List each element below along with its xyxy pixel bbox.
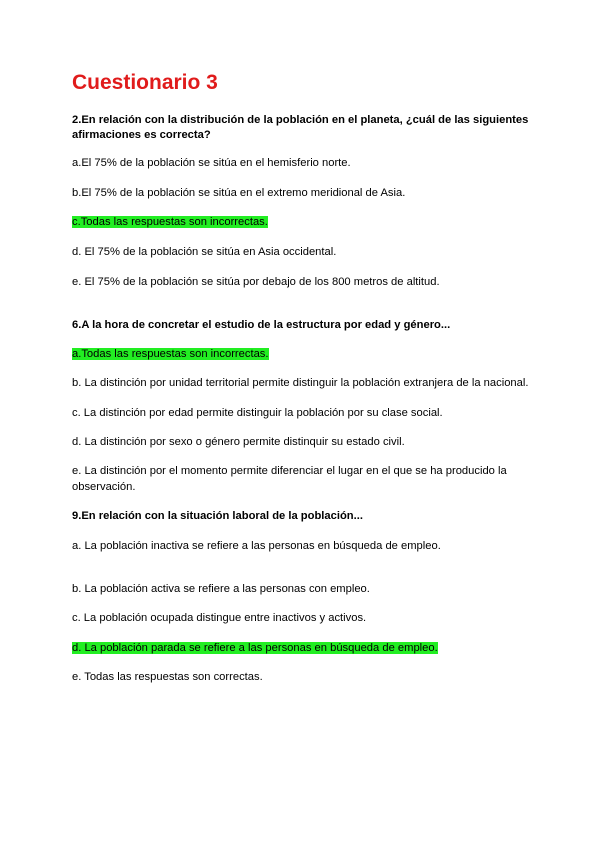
question-6-option-a: [72, 346, 542, 362]
question-6-option-d: d. La distinción por sexo o género permite distinquir su estado civil.: [72, 436, 405, 448]
answer-highlight: c.Todas las respuestas son incorrectas.: [72, 216, 268, 228]
question-9-option-d: [72, 640, 542, 656]
question-9-option-c: c. La población ocupada distingue entre inactivos y activos.: [72, 612, 367, 624]
question-6-text: 6.A la hora de concretar el estudio de la estructura por edad y género...: [72, 319, 451, 331]
question-2-option-e: e. El 75% de la población se sitúa por debajo de los 800 metros de altitud.: [72, 276, 440, 288]
question-2-option-d: d. El 75% de la población se sitúa en Asia occidental.: [72, 246, 337, 258]
question-2-option-b: b.El 75% de la población se sitúa en el extremo meridional de Asia.: [72, 187, 406, 199]
page-title: Cuestionario 3: [72, 71, 218, 94]
question-2-option-a: a.El 75% de la población se sitúa en el hemisferio norte.: [72, 157, 351, 169]
question-2-option-c: [72, 214, 542, 230]
question-2-text: 2.En relación con la distribución de la población en el planeta, ¿cuál de las siguientes afirmaciones es correcta?: [72, 114, 529, 141]
question-9-text: 9.En relación con la situación laboral de la población...: [72, 510, 363, 522]
question-6-option-b: b. La distinción por unidad territorial permite distinguir la población extranjera de la nacional.: [72, 377, 529, 389]
question-6-option-c: c. La distinción por edad permite distinguir la población por su clase social.: [72, 407, 443, 419]
question-6-option-e: e. La distinción por el momento permite diferenciar el lugar en el que se ha producido la observación.: [72, 465, 507, 493]
answer-highlight: d. La población parada se refiere a las personas en búsqueda de empleo.: [72, 642, 438, 654]
answer-highlight: a.Todas las respuestas son incorrectas.: [72, 348, 269, 360]
question-9-option-b: b. La población activa se refiere a las personas con empleo.: [72, 583, 370, 595]
question-9-option-e: e. Todas las respuestas son correctas.: [72, 671, 263, 683]
question-9-option-a: a. La población inactiva se refiere a las personas en búsqueda de empleo.: [72, 540, 441, 552]
